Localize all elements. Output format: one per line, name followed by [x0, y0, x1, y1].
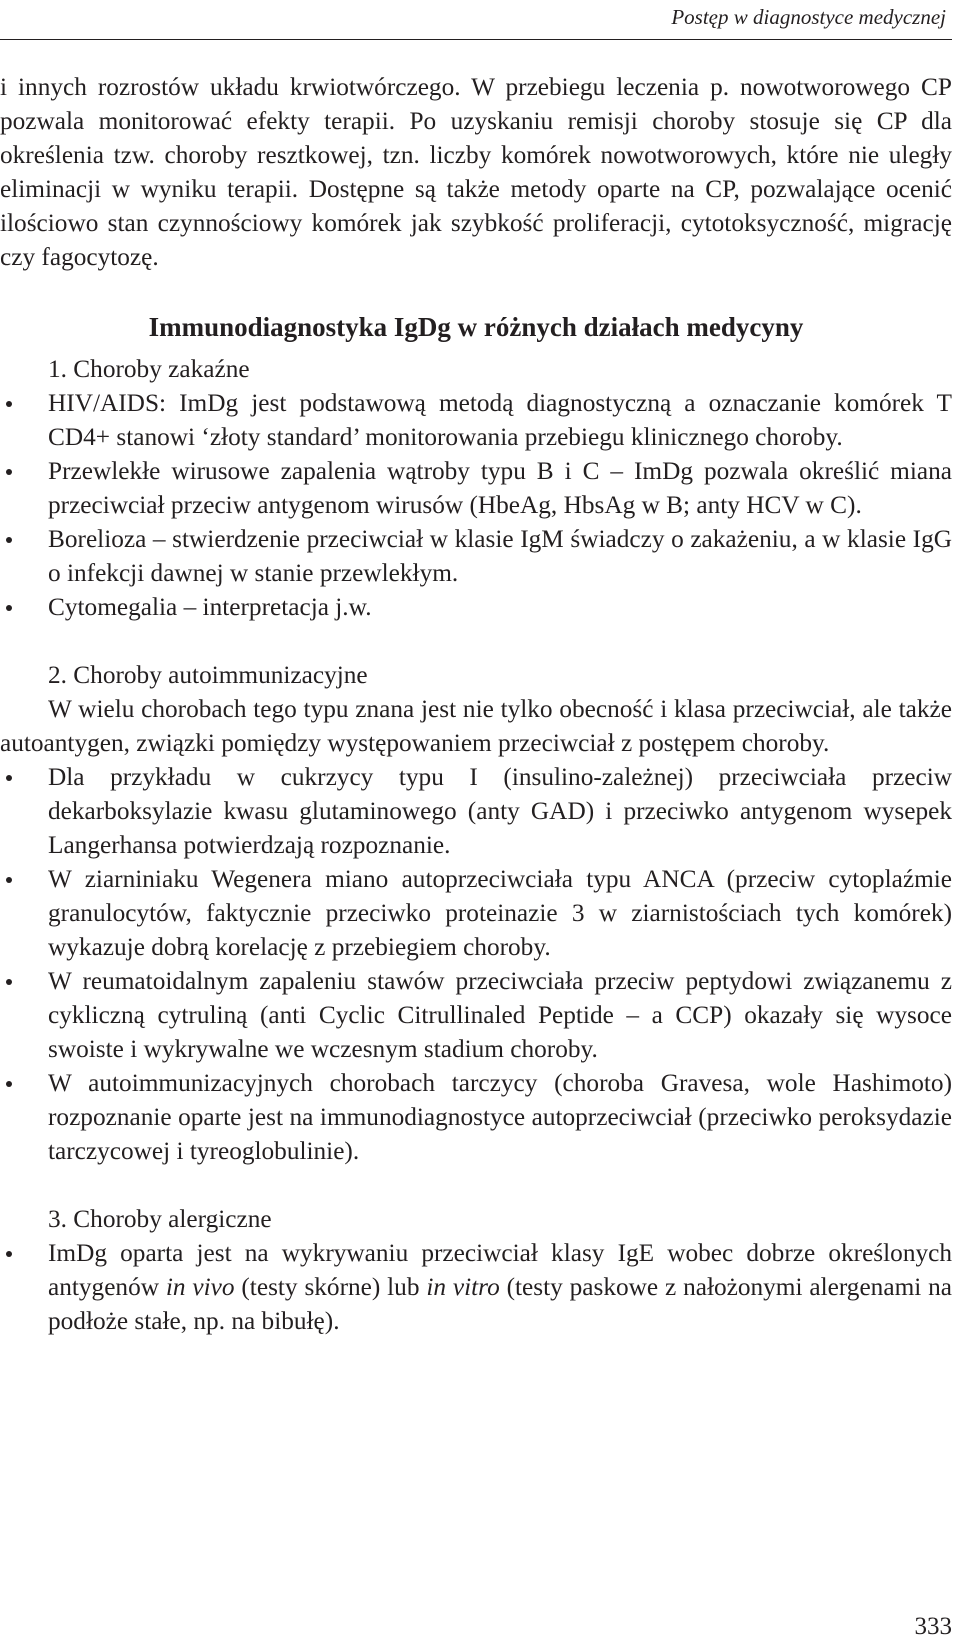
- running-header: Postęp w diagnostyce medycznej: [671, 5, 946, 29]
- section-title: Immunodiagnostyka IgDg w różnych działach medycyny: [148, 312, 804, 342]
- list-item: [0, 1066, 952, 1168]
- bullet-icon: [6, 775, 12, 781]
- list-item: [0, 522, 952, 590]
- list-item: [0, 454, 952, 522]
- list-item: [0, 964, 952, 1066]
- bullet-icon: [6, 877, 12, 883]
- list-item-text: HIV/AIDS: ImDg jest podstawową metodą diagnostyczną a oznaczanie komórek T CD4+ stanowi ‘złoty standard’ monitorowania przebiegu klinicznego choroby.: [48, 389, 952, 451]
- bullet-icon: [6, 469, 12, 475]
- bullet-icon: [6, 1081, 12, 1087]
- list-item-text: Borelioza – stwierdzenie przeciwciał w klasie IgM świadczy o zakażeniu, a w klasie IgG o infekcji dawnej w stanie przewlekłym.: [48, 525, 952, 587]
- header-rule: [0, 39, 952, 40]
- list-item: [0, 760, 952, 862]
- subheading-autoimmune-diseases: 2. Choroby autoimmunizacyjne: [48, 661, 368, 689]
- bullet-icon: [6, 1251, 12, 1257]
- list-item: [0, 862, 952, 964]
- list-item-text-part: ImDg oparta jest na wykrywaniu przeciwciał klasy IgE wobec dobrze określonych antygenów: [48, 1239, 952, 1301]
- subheading-infectious-diseases: 1. Choroby zakaźne: [48, 355, 250, 383]
- bullet-icon: [6, 537, 12, 543]
- page-content: [0, 70, 952, 1338]
- list-item-text: W ziarniniaku Wegenera miano autoprzeciwciała typu ANCA (przeciw cytoplaźmie granulocytów, faktycznie przeciwko proteinazie 3 w ziarnistościach tych komórek) wykazuje dobrą korelację z przebiegiem choroby.: [48, 865, 952, 961]
- bullet-list-allergic: [0, 1236, 952, 1338]
- bullet-list-autoimmune: [0, 760, 952, 1168]
- list-item-text: Przewlekłe wirusowe zapalenia wątroby typu B i C – ImDg pozwala określić miana przeciwciał przeciw antygenom wirusów (HbeAg, HbsAg w B; anty HCV w C).: [48, 457, 952, 519]
- bullet-icon: [6, 401, 12, 407]
- autoimmune-intro-paragraph: W wielu chorobach tego typu znana jest nie tylko obecność i klasa przeciwciał, ale także autoantygen, związki pomiędzy występowaniem przeciwciał z postępem choroby.: [0, 695, 952, 757]
- list-item: [0, 590, 952, 624]
- in-vitro-term: in vitro: [426, 1273, 500, 1301]
- page-number: 333: [914, 1613, 952, 1640]
- list-item-text-part: (testy paskowe z nałożonymi alergenami na podłoże stałe, np. na bibułę).: [48, 1273, 952, 1335]
- list-item-text: Dla przykładu w cukrzycy typu I (insulino-zależnej) przeciwciała przeciw dekarboksylazie kwasu glutaminowego (anty GAD) i przeciwko antygenom wysepek Langerhansa potwierdzają rozpoznanie.: [48, 763, 952, 859]
- list-item: [0, 386, 952, 454]
- list-item-text: W reumatoidalnym zapaleniu stawów przeciwciała przeciw peptydowi związanemu z cykliczną cytruliną (anti Cyclic Citrullinaled Peptide – a CCP) okazały się wysoce swoiste i wykrywalne we wczesnym stadium choroby.: [48, 967, 952, 1063]
- intro-paragraph: i innych rozrostów układu krwiotwórczego. W przebiegu leczenia p. nowotworowego CP pozwala monitorować efekty terapii. Po uzyskaniu remisji choroby stosuje się CP dla określenia tzw. choroby resztkowej, tzn. liczby komórek nowotworowych, które nie uległy eliminacji w wyniku terapii. Dostępne są także metody oparte na CP, pozwalające ocenić ilościowo stan czynnościowy komórek jak szybkość proliferacji, cytotoksyczność, migrację czy fagocytozę.: [0, 73, 952, 271]
- list-item-text-part: (testy skórne) lub: [234, 1273, 427, 1301]
- list-item-text: W autoimmunizacyjnych chorobach tarczycy (choroba Gravesa, wole Hashimoto) rozpoznanie oparte jest na immunodiagnostyce autoprzeciwciał (przeciwko peroksydazie tarczycowej i tyreoglobulinie).: [48, 1069, 952, 1165]
- bullet-list-infectious: [0, 386, 952, 624]
- bullet-icon: [6, 979, 12, 985]
- subheading-allergic-diseases: 3. Choroby alergiczne: [48, 1205, 272, 1233]
- list-item: [0, 1236, 952, 1338]
- bullet-icon: [6, 605, 12, 611]
- in-vivo-term: in vivo: [165, 1273, 235, 1301]
- list-item-text: Cytomegalia – interpretacja j.w.: [48, 593, 372, 621]
